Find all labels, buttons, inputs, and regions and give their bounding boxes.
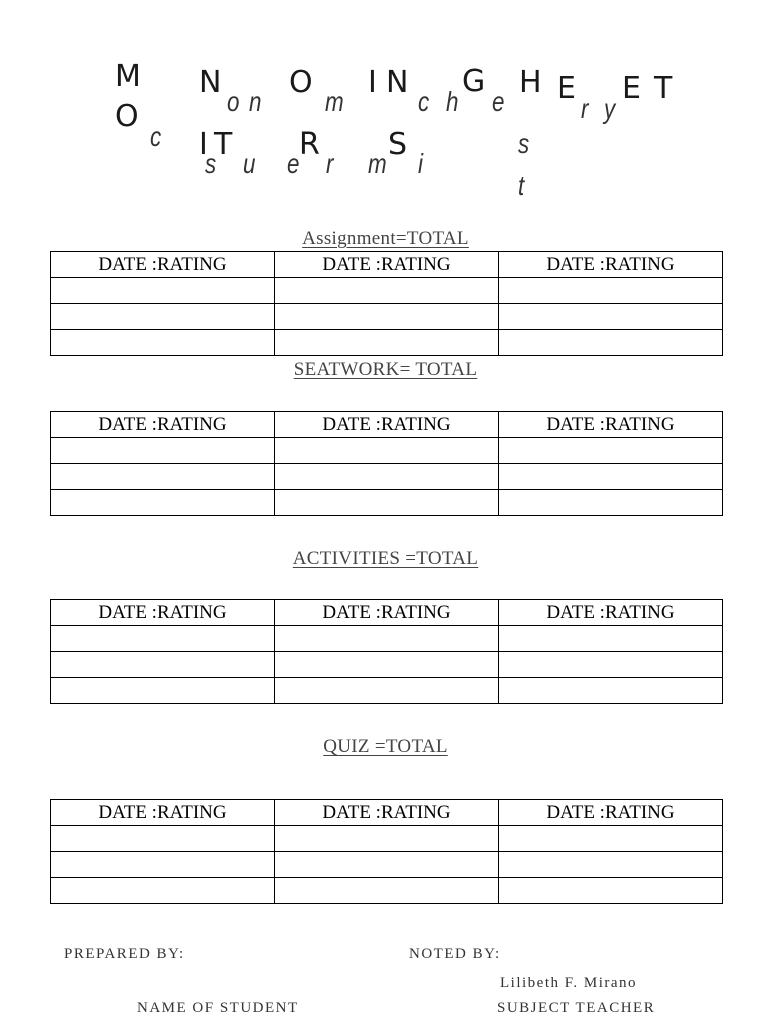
table-row bbox=[51, 490, 723, 516]
table-cell[interactable] bbox=[499, 304, 723, 330]
table-cell[interactable] bbox=[499, 490, 723, 516]
table-cell[interactable] bbox=[51, 330, 275, 356]
table-cell[interactable] bbox=[51, 878, 275, 904]
rating-table bbox=[50, 251, 723, 356]
title-glyph: e bbox=[492, 86, 505, 117]
column-header: DATE :RATING bbox=[51, 600, 275, 626]
section-title: Assignment=TOTAL bbox=[302, 228, 469, 249]
table-cell[interactable] bbox=[51, 438, 275, 464]
title-glyph: O bbox=[289, 65, 313, 100]
table-cell[interactable] bbox=[51, 464, 275, 490]
table-header-row bbox=[51, 600, 723, 626]
table-row bbox=[51, 278, 723, 304]
column-header: DATE :RATING bbox=[499, 800, 723, 826]
title-glyph: N bbox=[386, 65, 409, 100]
column-header: DATE :RATING bbox=[275, 412, 499, 438]
table-cell[interactable] bbox=[51, 490, 275, 516]
table-cell[interactable] bbox=[275, 304, 499, 330]
table-cell[interactable] bbox=[51, 678, 275, 704]
section-title: SEATWORK= TOTAL bbox=[293, 359, 478, 380]
column-header: DATE :RATING bbox=[499, 412, 723, 438]
title-glyph: G bbox=[462, 64, 486, 99]
table-cell[interactable] bbox=[499, 278, 723, 304]
column-header: DATE :RATING bbox=[499, 252, 723, 278]
title-glyph: e bbox=[287, 148, 300, 179]
table-cell[interactable] bbox=[499, 330, 723, 356]
title-glyph: i bbox=[418, 148, 423, 179]
table-cell[interactable] bbox=[51, 304, 275, 330]
table-row bbox=[51, 626, 723, 652]
title-art bbox=[0, 0, 768, 215]
title-glyph: y bbox=[604, 93, 616, 124]
rating-table bbox=[50, 411, 723, 516]
subject-teacher-caption: SUBJECT TEACHER bbox=[497, 1000, 656, 1016]
title-glyph: N bbox=[199, 65, 222, 100]
table-cell[interactable] bbox=[499, 878, 723, 904]
title-glyph: u bbox=[243, 148, 256, 179]
table-header-row bbox=[51, 252, 723, 278]
table-cell[interactable] bbox=[275, 678, 499, 704]
table-cell[interactable] bbox=[275, 652, 499, 678]
title-glyph: I bbox=[368, 65, 377, 100]
table-cell[interactable] bbox=[51, 278, 275, 304]
title-glyph: M bbox=[115, 59, 141, 94]
table-row bbox=[51, 330, 723, 356]
table-row bbox=[51, 304, 723, 330]
table-cell[interactable] bbox=[51, 652, 275, 678]
title-glyph: T bbox=[214, 127, 233, 162]
table-cell[interactable] bbox=[499, 652, 723, 678]
section-title: QUIZ =TOTAL bbox=[323, 736, 448, 757]
column-header: DATE :RATING bbox=[275, 800, 499, 826]
table-cell[interactable] bbox=[275, 330, 499, 356]
table-header-row bbox=[51, 800, 723, 826]
title-glyph: O bbox=[115, 99, 139, 134]
title-glyph: m bbox=[368, 148, 387, 179]
table-cell[interactable] bbox=[275, 852, 499, 878]
table-cell[interactable] bbox=[499, 626, 723, 652]
title-glyph: E bbox=[557, 71, 576, 106]
table-row bbox=[51, 878, 723, 904]
table-cell[interactable] bbox=[275, 878, 499, 904]
table-row bbox=[51, 652, 723, 678]
noted-by-label: NOTED BY: bbox=[409, 946, 501, 962]
column-header: DATE :RATING bbox=[51, 252, 275, 278]
table-cell[interactable] bbox=[51, 826, 275, 852]
title-glyph: c bbox=[150, 121, 162, 152]
column-header: DATE :RATING bbox=[51, 800, 275, 826]
title-glyph: I bbox=[199, 127, 208, 162]
title-glyph: o bbox=[227, 86, 240, 117]
title-glyph: s bbox=[518, 128, 530, 159]
table-cell[interactable] bbox=[275, 490, 499, 516]
table-cell[interactable] bbox=[499, 678, 723, 704]
title-glyph: H bbox=[519, 65, 542, 100]
table-row bbox=[51, 678, 723, 704]
teacher-name: Lilibeth F. Mirano bbox=[500, 975, 638, 991]
table-row bbox=[51, 438, 723, 464]
table-cell[interactable] bbox=[51, 626, 275, 652]
table-row bbox=[51, 464, 723, 490]
prepared-by-label: PREPARED BY: bbox=[64, 946, 185, 962]
table-cell[interactable] bbox=[499, 852, 723, 878]
table-cell[interactable] bbox=[499, 826, 723, 852]
title-glyph: T bbox=[654, 71, 673, 106]
title-glyph: S bbox=[388, 127, 408, 162]
table-cell[interactable] bbox=[499, 438, 723, 464]
title-glyph: m bbox=[325, 86, 344, 117]
table-cell[interactable] bbox=[51, 852, 275, 878]
table-row bbox=[51, 852, 723, 878]
title-glyph: r bbox=[326, 148, 334, 179]
title-glyph: s bbox=[205, 148, 217, 179]
table-row bbox=[51, 826, 723, 852]
rating-table bbox=[50, 599, 723, 704]
column-header: DATE :RATING bbox=[51, 412, 275, 438]
column-header: DATE :RATING bbox=[275, 600, 499, 626]
table-cell[interactable] bbox=[275, 438, 499, 464]
title-glyph: r bbox=[581, 93, 589, 124]
title-glyph: E bbox=[622, 71, 641, 106]
title-glyph: t bbox=[518, 170, 525, 201]
rating-table bbox=[50, 799, 723, 904]
column-header: DATE :RATING bbox=[499, 600, 723, 626]
title-glyph: R bbox=[299, 127, 320, 162]
student-name-caption: NAME OF STUDENT bbox=[137, 1000, 299, 1016]
table-cell[interactable] bbox=[275, 626, 499, 652]
section-title: ACTIVITIES =TOTAL bbox=[292, 548, 479, 569]
table-cell[interactable] bbox=[275, 278, 499, 304]
table-header-row bbox=[51, 412, 723, 438]
title-glyph: h bbox=[446, 86, 459, 117]
title-glyph: c bbox=[418, 86, 430, 117]
column-header: DATE :RATING bbox=[275, 252, 499, 278]
title-glyph: n bbox=[249, 86, 262, 117]
table-cell[interactable] bbox=[499, 464, 723, 490]
table-cell[interactable] bbox=[275, 826, 499, 852]
table-cell[interactable] bbox=[275, 464, 499, 490]
